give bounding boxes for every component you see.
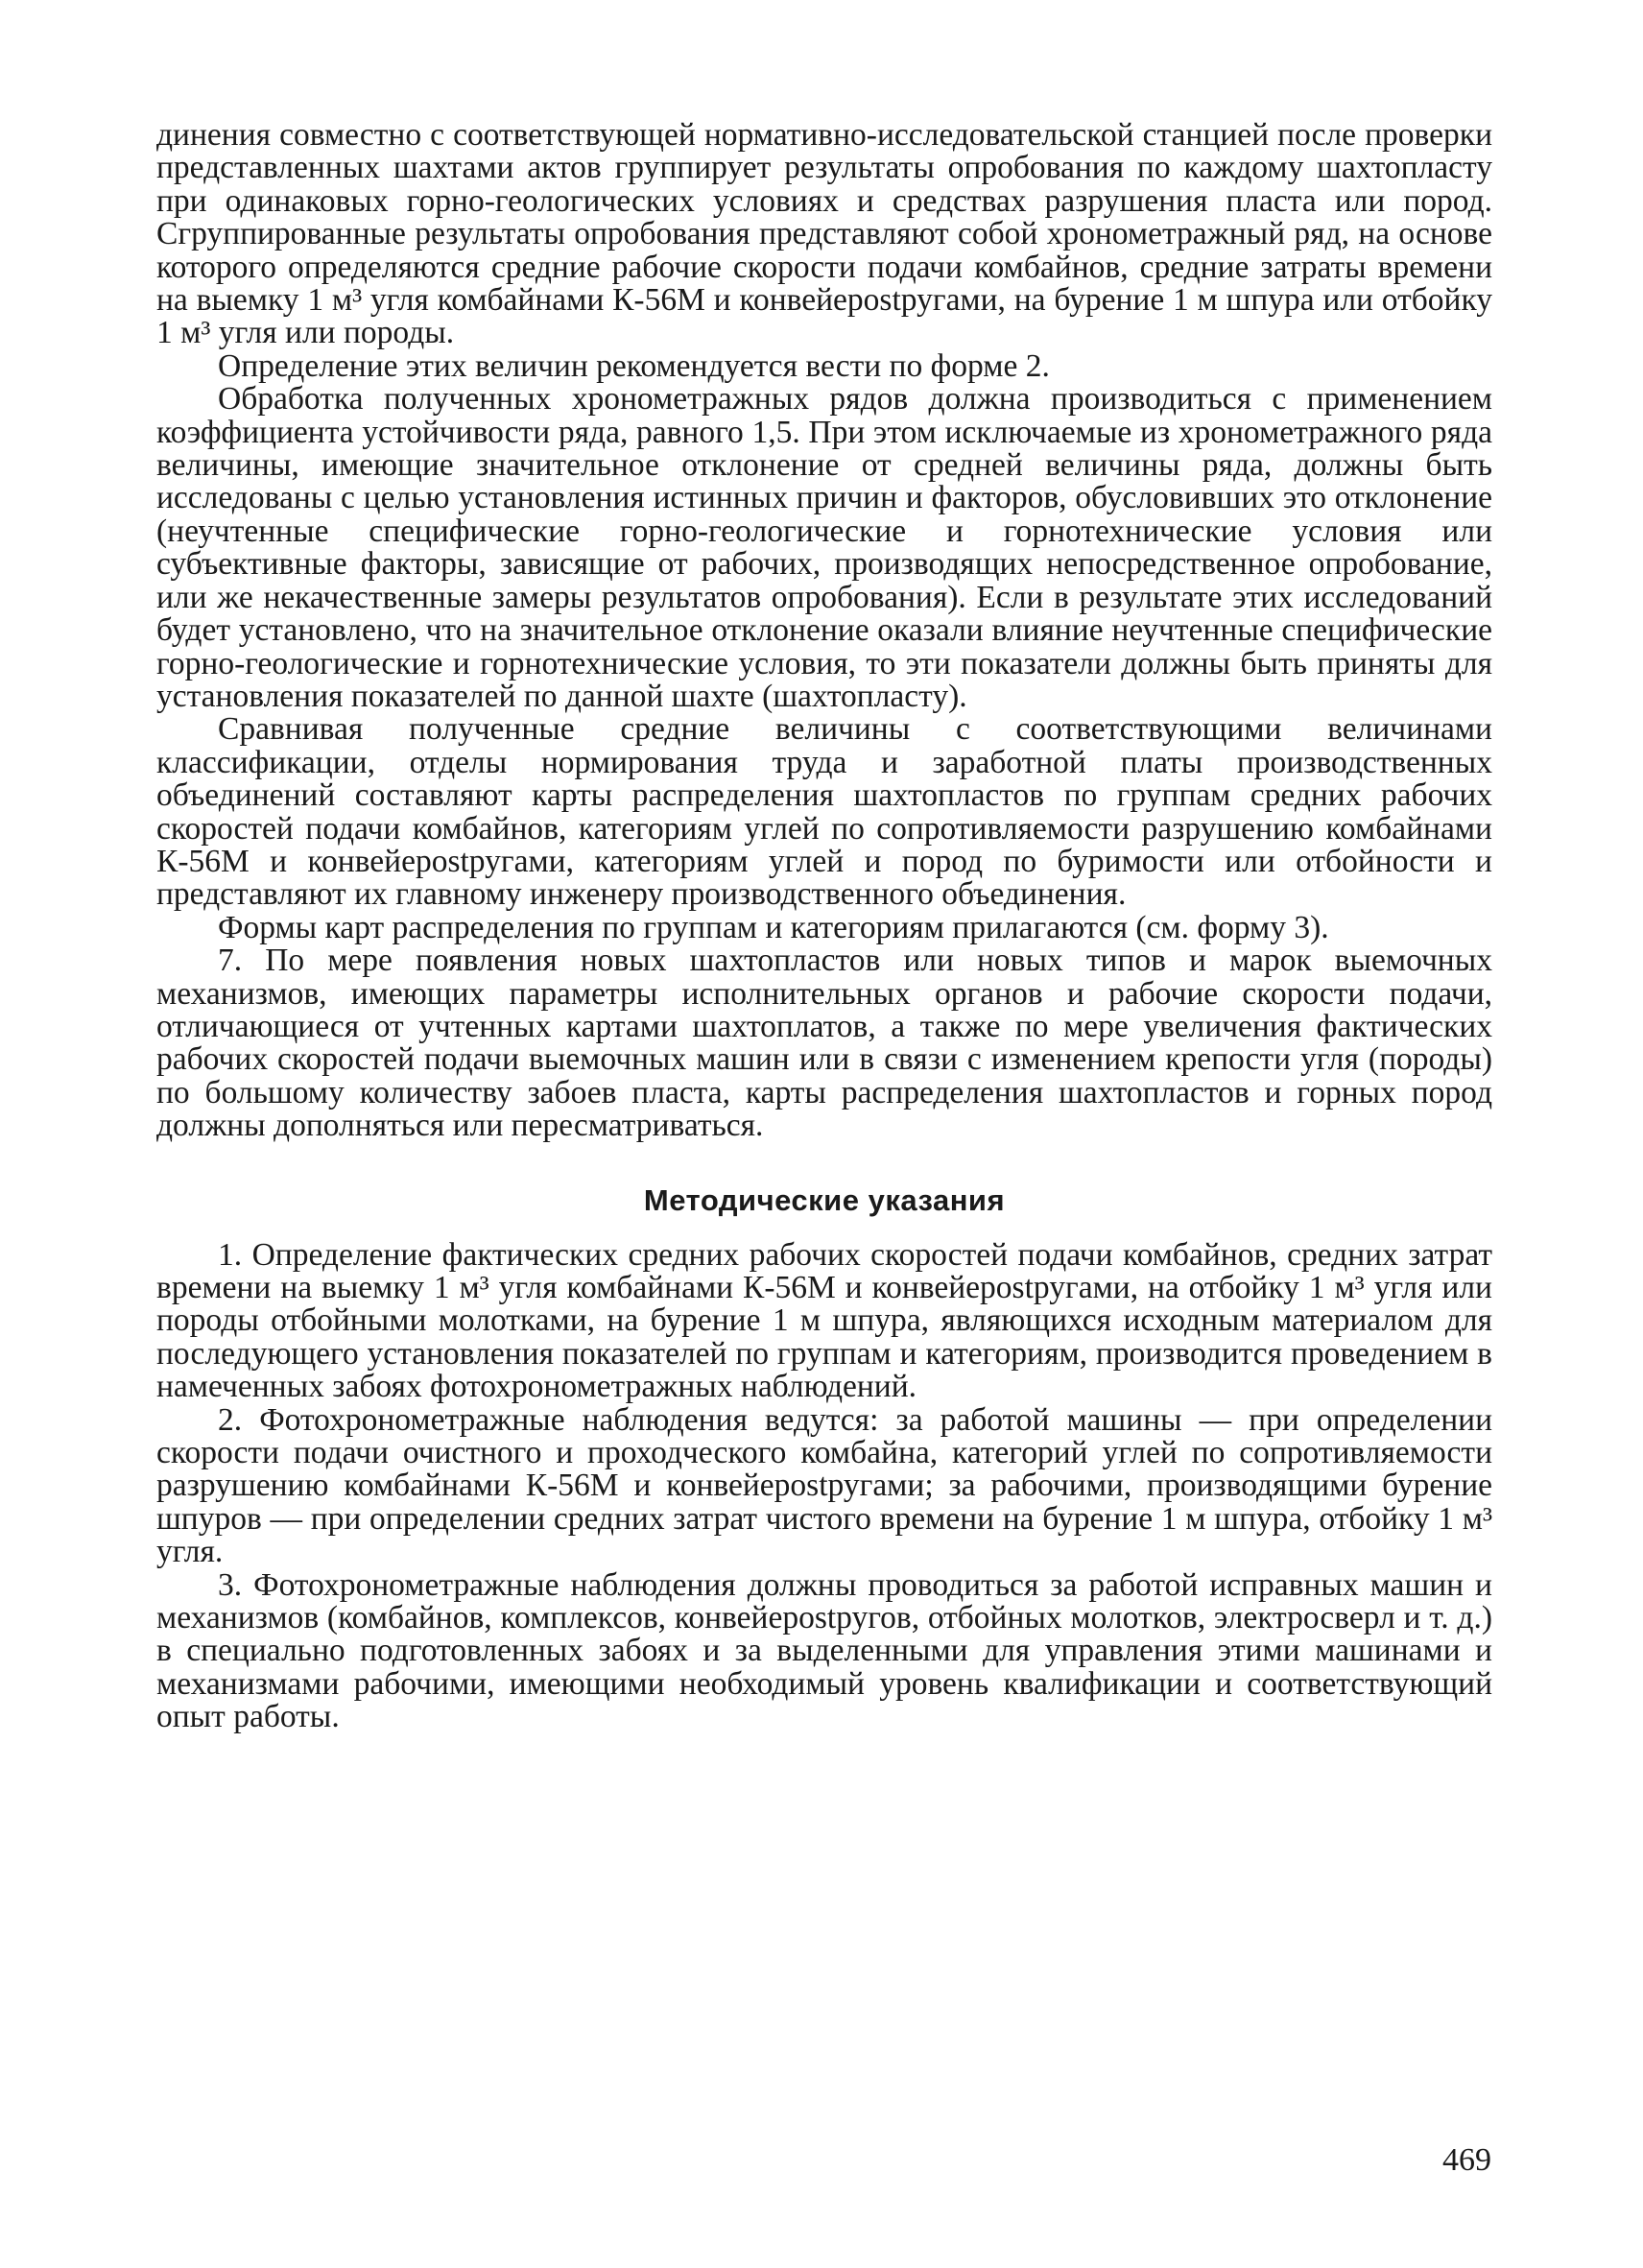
paragraph-continuation: динения совместно с соответствующей нормативно-исследовательской станцией после проверки представленных шахтами актов группирует результаты опробования по каждому шахтопласту при одинаковых горно-геологических условиях и средствах разрушения пласта или пород. Сгруппированные результаты опробования представляют собой хронометражный ряд, на основе которого определяются средние рабочие скорости подачи комбайнов, средние затраты времени на выемку 1 м³ угля комбайнами К-56М и конвейерostругами, на бурение 1 м шпура или отбойку 1 м³ угля или породы. xyxy=(156,117,1492,351)
page-number: 469 xyxy=(1442,2142,1491,2178)
paragraph-form-2: Определение этих величин рекомендуется вести по форме 2. xyxy=(218,347,1050,384)
paragraph-method-1: 1. Определение фактических средних рабочих скоростей подачи комбайнов, средних затрат времени на выемку 1 м³ угля комбайнами К-56М и конвейерostругами, на отбойку 1 м³ угля или породы отбойными молотками, на бурение 1 м шпура, являющихся исходным материалом для последующего установления показателей по группам и категориям, производится проведением в намеченных забоях фотохронометражных наблюдений. xyxy=(156,1236,1492,1405)
paragraph-method-2: 2. Фотохронометражные наблюдения ведутся: за работой машины — при определении скорости подачи очистного и проходческого комбайна, категорий углей по сопротивляемости разрушению комбайнами К-56М и конвейерostругами; за рабочими, производящими бурение шпуров — при определении средних затрат чистого времени на бурение 1 м шпура, отбойку 1 м³ угля. xyxy=(156,1401,1492,1570)
paragraph-comparison: Сравнивая полученные средние величины с соответствующими величинами классификации, отделы нормирования труда и заработной платы производственных объединений составляют карты распределения шахтопластов по группам средних рабочих скоростей подачи комбайнов, категориям углей по сопротивляемости разрушению комбайнами К-56М и конвейерostругами, категориям углей и пород по буримости или отбойности и представляют их главному инженеру производственного объединения. xyxy=(156,711,1492,913)
document-page xyxy=(156,119,1492,1734)
paragraph-forms: Формы карт распределения по группам и категориям прилагаются (см. форму 3). xyxy=(218,909,1329,945)
paragraph-method-3: 3. Фотохронометражные наблюдения должны проводиться за работой исправных машин и механизмов (комбайнов, комплексов, конвейерostругов, отбойных молотков, электросверл и т. д.) в специально подготовленных забоях и за выделенными для управления этими машинами и механизмами рабочими, имеющими необходимый уровень квалификации и соответствующий опыт работы. xyxy=(156,1566,1492,1735)
section-heading: Методические указания xyxy=(643,1182,1006,1217)
paragraph-item-7: 7. По мере появления новых шахтопластов или новых типов и марок выемочных механизмов, имеющих параметры исполнительных органов и рабочие скорости подачи, отличающиеся от учтенных картами шахтоплатов, а также по мере увеличения фактических рабочих скоростей подачи выемочных машин или в связи с изменением крепости угля (породы) по большому количеству забоев пласта, карты распределения шахтопластов и горных пород должны дополняться или пересматриваться. xyxy=(156,943,1492,1144)
paragraph-processing: Обработка полученных хронометражных рядов должна производиться с применением коэффициента устойчивости ряда, равного 1,5. При этом исключаемые из хронометражного ряда величины, имеющие значительное отклонение от средней величины ряда, должны быть исследованы с целью установления истинных причин и факторов, обусловивших это отклонение (неучтенные специфические горно-геологические и горнотехнические условия или субъективные факторы, зависящие от рабочих, производящих непосредственное опробование, или же некачественные замеры результатов опробования). Если в результате этих исследований будет установлено, что на значительное отклонение оказали влияние неучтенные специфические горно-геологические и горнотехнические условия, то эти показатели должны быть приняты для установления показателей по данной шахте (шахтопласту). xyxy=(156,381,1492,714)
